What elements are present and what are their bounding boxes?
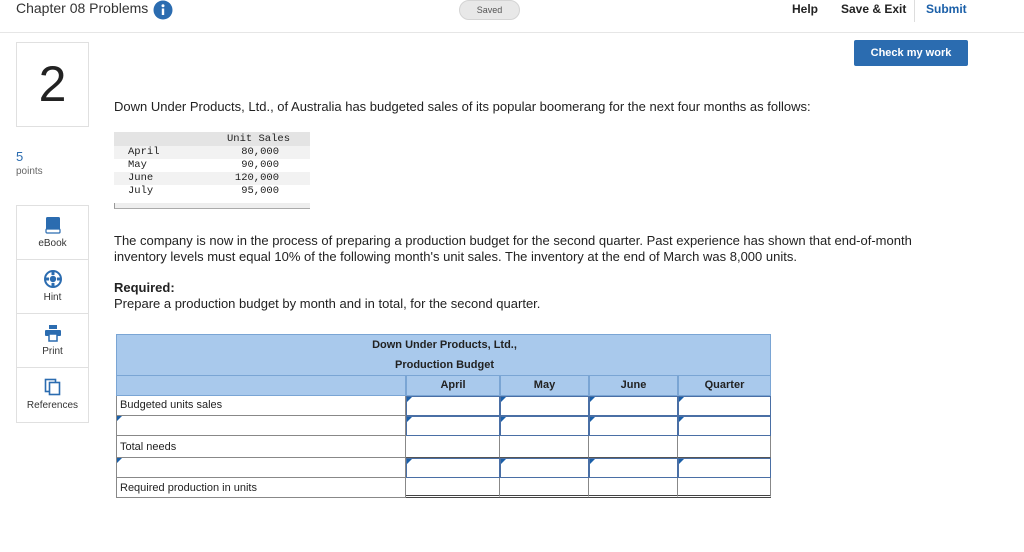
company-name: Down Under Products, Ltd., [372, 339, 517, 351]
sales-units: 120,000 [234, 172, 279, 184]
save-exit-link[interactable]: Save & Exit [841, 2, 907, 16]
cell-may-required-production[interactable] [500, 478, 589, 498]
input-marker [590, 459, 595, 464]
hint-icon [44, 270, 62, 288]
row-label-input[interactable] [116, 458, 406, 478]
budget-name: Production Budget [395, 359, 494, 371]
points-value: 5 [16, 149, 24, 164]
help-link[interactable]: Help [792, 2, 819, 16]
cell-quarter-sales[interactable] [678, 396, 771, 416]
required-heading: Required: [114, 280, 175, 295]
cell-april-row4[interactable] [406, 458, 500, 478]
input-marker [679, 417, 684, 422]
production-budget-grid [116, 334, 771, 498]
table-row [114, 185, 310, 198]
question-number: 2 [38, 56, 67, 112]
check-my-work-button[interactable]: Check my work [854, 40, 968, 66]
cell-may-sales[interactable] [500, 396, 589, 416]
column-header-blank [116, 376, 406, 396]
input-marker [590, 417, 595, 422]
tool-label: eBook [38, 238, 67, 249]
input-marker [407, 459, 412, 464]
input-marker [590, 397, 595, 402]
input-marker [501, 417, 506, 422]
points-label: points [16, 166, 43, 177]
sales-month: April [128, 146, 160, 158]
input-marker [407, 397, 412, 402]
cell-june-sales[interactable] [589, 396, 678, 416]
sales-month: June [128, 172, 154, 184]
cell-june-required-production[interactable] [589, 478, 678, 498]
cell-june-row2[interactable] [589, 416, 678, 436]
cell-quarter-required-production[interactable] [678, 478, 771, 498]
input-marker [117, 458, 122, 463]
cell-april-required-production[interactable] [406, 478, 500, 498]
column-header-quarter: Quarter [678, 376, 771, 396]
budget-title [116, 334, 771, 376]
tool-references[interactable] [17, 368, 88, 422]
tool-print[interactable] [17, 314, 88, 368]
printer-icon [44, 324, 62, 342]
input-marker [679, 397, 684, 402]
row-label-budgeted-sales: Budgeted units sales [116, 396, 406, 416]
table-scrollbar[interactable] [114, 203, 310, 209]
intro-text: Down Under Products, Ltd., of Australia has budgeted sales of its popular boomerang for the next four months as follows: [114, 99, 811, 114]
tool-label: Print [42, 346, 63, 357]
tool-label: Hint [43, 292, 62, 303]
input-marker [679, 459, 684, 464]
input-marker [117, 416, 122, 421]
submit-link[interactable]: Submit [926, 2, 967, 16]
input-marker [501, 397, 506, 402]
cell-april-row2[interactable] [406, 416, 500, 436]
sales-month: July [128, 185, 154, 197]
tools-panel [16, 205, 89, 423]
required-text: Prepare a production budget by month and in total, for the second quarter. [114, 296, 541, 311]
sales-units: 95,000 [241, 185, 279, 197]
row-label-input[interactable] [116, 416, 406, 436]
input-marker [407, 417, 412, 422]
tool-label: References [26, 400, 79, 411]
tool-hint[interactable] [17, 260, 88, 314]
column-header-may: May [500, 376, 589, 396]
column-header-april: April [406, 376, 500, 396]
row-label-required-production: Required production in units [116, 478, 406, 498]
question-number-box [16, 42, 89, 127]
info-circle-icon[interactable] [153, 0, 173, 20]
cell-quarter-row4[interactable] [678, 458, 771, 478]
copy-documents-icon [44, 378, 62, 396]
tool-ebook[interactable] [17, 206, 88, 260]
cell-may-row2[interactable] [500, 416, 589, 436]
cell-may-row4[interactable] [500, 458, 589, 478]
sales-units: 80,000 [241, 146, 279, 158]
saved-status-badge: Saved [459, 0, 520, 20]
sales-units: 90,000 [241, 159, 279, 171]
header-divider [914, 0, 915, 22]
cell-june-row4[interactable] [589, 458, 678, 478]
input-marker [501, 459, 506, 464]
row-label-total-needs: Total needs [116, 436, 406, 458]
header-rule [0, 32, 1024, 33]
column-header-june: June [589, 376, 678, 396]
cell-may-total-needs[interactable] [500, 436, 589, 458]
unit-sales-header: Unit Sales [114, 132, 310, 146]
table-row [114, 172, 310, 185]
sales-month: May [128, 159, 147, 171]
cell-quarter-row2[interactable] [678, 416, 771, 436]
chapter-title: Chapter 08 Problems [16, 0, 149, 16]
table-row [114, 159, 310, 172]
unit-sales-table [114, 132, 310, 209]
cell-april-total-needs[interactable] [406, 436, 500, 458]
cell-april-sales[interactable] [406, 396, 500, 416]
book-icon [44, 216, 62, 234]
cell-june-total-needs[interactable] [589, 436, 678, 458]
problem-paragraph: The company is now in the process of preparing a production budget for the second quarter. Past experience has shown that end-of-month inventory levels must equal 10% of the following month's unit sales. The inventory at the end of March was 8,000 units. [114, 233, 912, 264]
table-row [114, 146, 310, 159]
cell-quarter-total-needs[interactable] [678, 436, 771, 458]
top-bar [0, 0, 1024, 20]
